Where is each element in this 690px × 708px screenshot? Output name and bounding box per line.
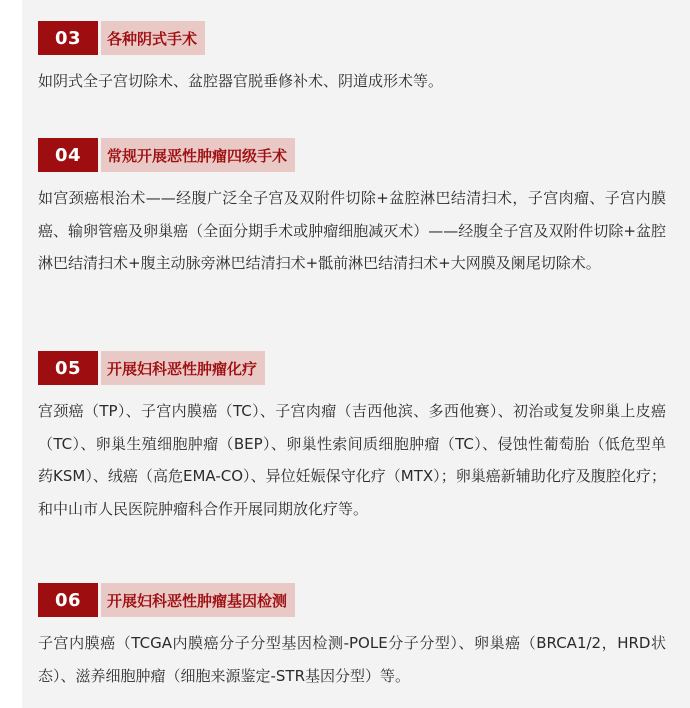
section-body bbox=[38, 627, 666, 692]
section-title: 常规开展恶性肿瘤四级手术 bbox=[101, 138, 295, 172]
section-heading bbox=[38, 138, 666, 172]
section-heading bbox=[38, 583, 666, 617]
section-heading bbox=[38, 21, 666, 55]
section-paragraph: 如宫颈癌根治术——经腹广泛全子宫及双附件切除+盆腔淋巴结清扫术，子宫肉瘤、子宫内膜癌、输卵管癌及卵巢癌（全面分期手术或肿瘤细胞减灭术）——经腹全子宫及双附件切除+盆腔淋巴结清扫术+腹主动脉旁淋巴结清扫术+骶前淋巴结清扫术+大网膜及阑尾切除术。 bbox=[38, 189, 666, 272]
section-number-badge: 05 bbox=[38, 351, 98, 385]
section-body bbox=[38, 65, 666, 98]
section-paragraph: 如阴式全子宫切除术、盆腔器官脱垂修补术、阴道成形术等。 bbox=[38, 72, 444, 90]
section-03 bbox=[38, 21, 666, 98]
section-title: 开展妇科恶性肿瘤化疗 bbox=[101, 351, 265, 385]
section-title: 开展妇科恶性肿瘤基因检测 bbox=[101, 583, 295, 617]
section-paragraph: 宫颈癌（TP）、子宫内膜癌（TC）、子宫肉瘤（吉西他滨、多西他赛）、初治或复发卵巢上皮癌（TC）、卵巢生殖细胞肿瘤（BEP）、卵巢性索间质细胞肿瘤（TC）、侵蚀性葡萄胎（低危型单药KSM）、绒癌（高危EMA-CO）、异位妊娠保守化疗（MTX）；卵巢癌新辅助化疗及腹腔化疗；和中山市人民医院肿瘤科合作开展同期放化疗等。 bbox=[38, 402, 666, 518]
section-paragraph: 子宫内膜癌（TCGA内膜癌分子分型基因检测-POLE分子分型）、卵巢癌（BRCA1/2，HRD状态）、滋养细胞肿瘤（细胞来源鉴定-STR基因分型）等。 bbox=[38, 634, 666, 685]
section-number-badge: 06 bbox=[38, 583, 98, 617]
section-05 bbox=[38, 351, 666, 525]
section-06 bbox=[38, 583, 666, 692]
section-number-badge: 04 bbox=[38, 138, 98, 172]
section-number-badge: 03 bbox=[38, 21, 98, 55]
section-heading bbox=[38, 351, 666, 385]
section-body bbox=[38, 182, 666, 280]
section-body bbox=[38, 395, 666, 525]
section-title: 各种阴式手术 bbox=[101, 21, 205, 55]
section-04 bbox=[38, 138, 666, 280]
